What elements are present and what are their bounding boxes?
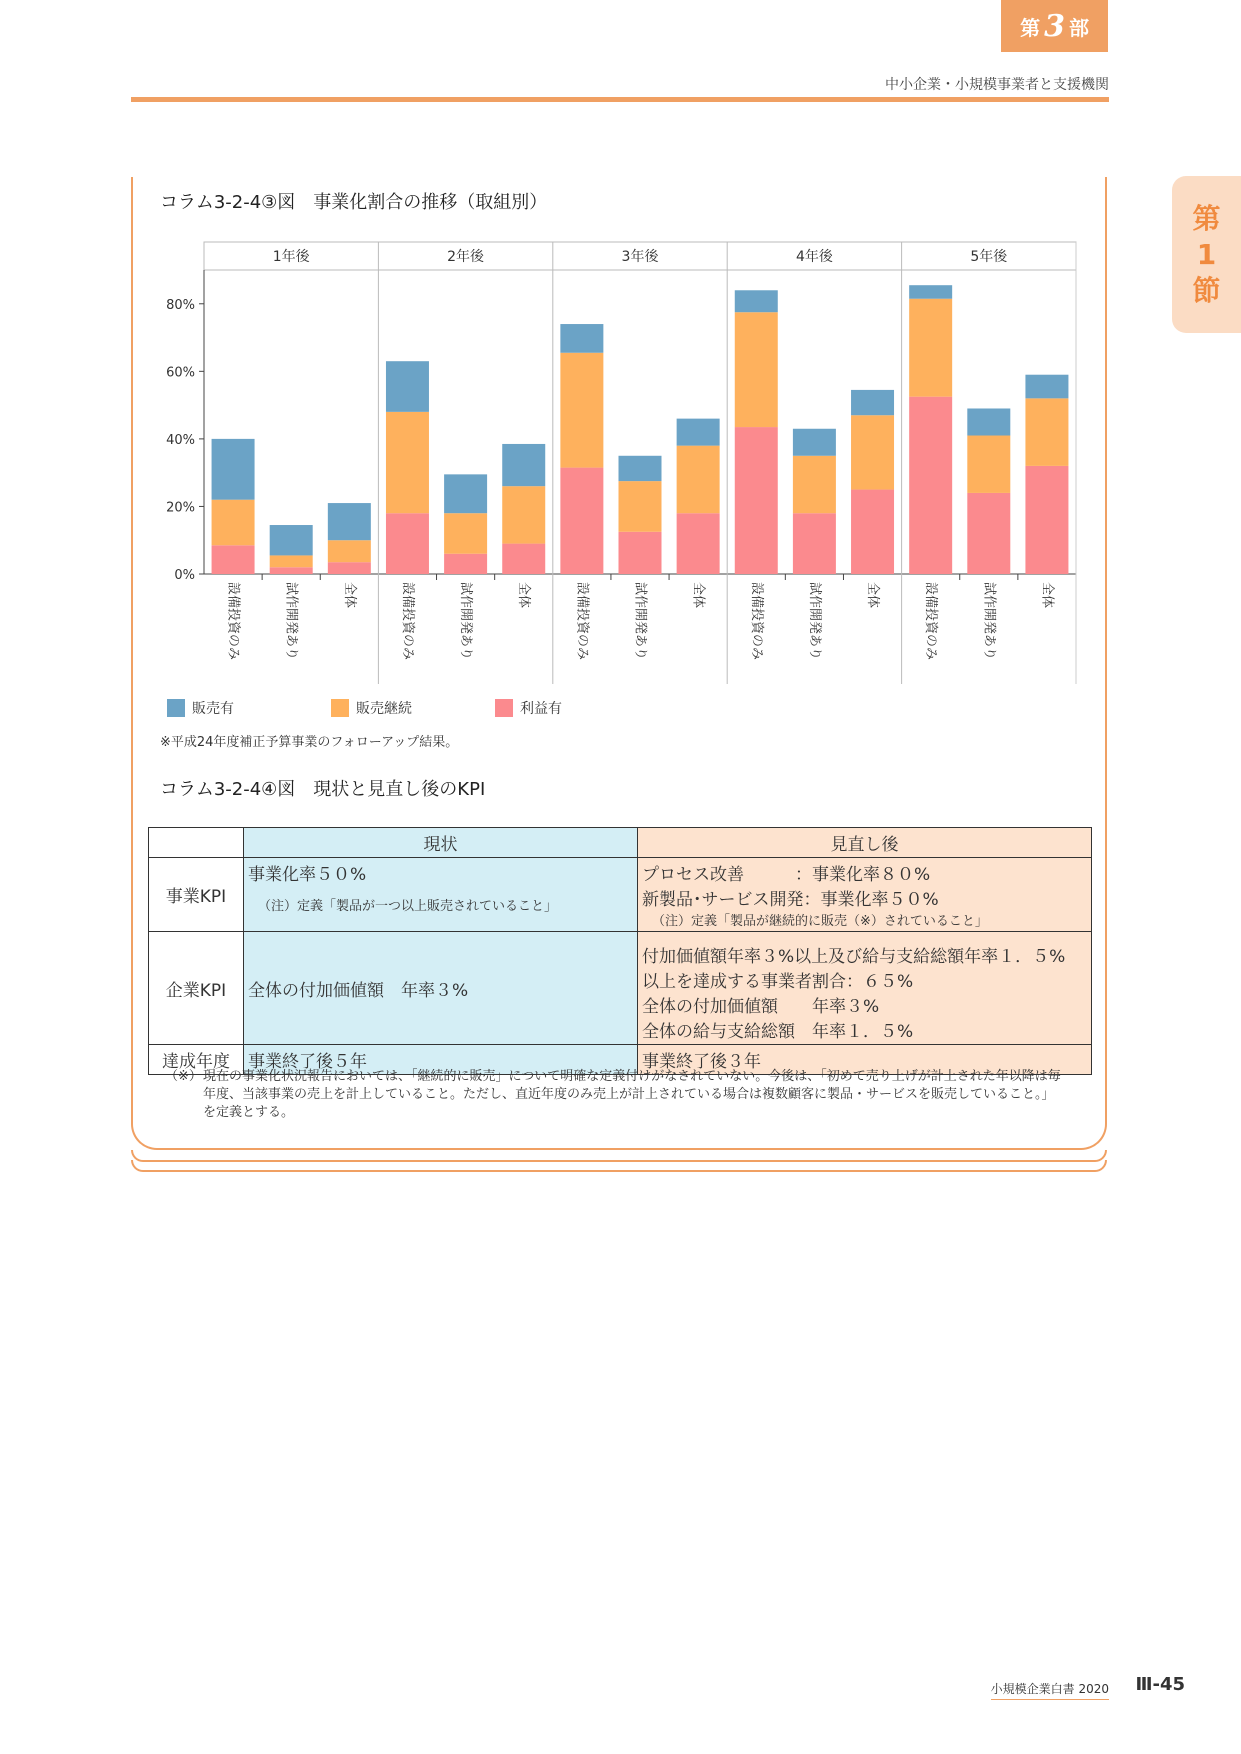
- bar-segment: [212, 500, 255, 546]
- y-tick-label: 20%: [166, 500, 195, 516]
- figure3-title: コラム3-2-4③図 事業化割合の推移（取組別）: [160, 192, 548, 213]
- header-rule: [131, 97, 1109, 102]
- table-corner: [149, 828, 244, 858]
- header-new: 見直し後: [638, 828, 1092, 858]
- page-number: Ⅲ-45: [1135, 1674, 1185, 1695]
- bar-segment: [560, 324, 603, 353]
- bar-segment: [619, 532, 662, 574]
- section-tab-char: 1: [1196, 237, 1217, 271]
- cell-text: 全体の給与支給総額 年率１．５%: [642, 1022, 914, 1042]
- bar-segment: [1025, 375, 1068, 399]
- bar-segment: [619, 456, 662, 481]
- bar-segment: [1025, 398, 1068, 466]
- legend-item-sales: [167, 698, 331, 718]
- y-tick-label: 0%: [174, 568, 195, 583]
- category-label: 設備投資のみ: [923, 582, 939, 661]
- bar-segment: [677, 446, 720, 514]
- category-label: 試作開発あり: [632, 582, 648, 661]
- kpi-table: [148, 827, 1092, 1075]
- bar-segment: [328, 562, 371, 574]
- bar-segment: [909, 299, 952, 397]
- cell-new: [638, 932, 1092, 1045]
- category-label: 全体: [1039, 582, 1055, 609]
- legend-item-continuing: [331, 698, 495, 718]
- cell-text: 事業化率５０%: [248, 865, 367, 885]
- bar-segment: [328, 503, 371, 540]
- header-now: 現状: [244, 828, 638, 858]
- chart-note: ※平成24年度補正予算事業のフォローアップ結果。: [160, 735, 459, 750]
- cell-text: 以上を達成する事業者割合：６５%: [642, 972, 914, 992]
- bar-segment: [444, 513, 487, 554]
- category-label: 設備投資のみ: [399, 582, 415, 661]
- part-prefix: 第: [1020, 15, 1041, 40]
- bar-segment: [967, 493, 1010, 574]
- bar-segment: [677, 419, 720, 446]
- running-head: 中小企業・小規模事業者と支援機関: [885, 77, 1109, 93]
- bar-segment: [386, 412, 429, 513]
- table-row: [149, 932, 1092, 1045]
- category-label: 設備投資のみ: [748, 582, 764, 661]
- bar-segment: [212, 439, 255, 500]
- bar-segment: [502, 544, 545, 574]
- y-tick-label: 40%: [166, 432, 195, 448]
- category-label: 全体: [690, 582, 706, 609]
- cell-new: [638, 858, 1092, 932]
- category-label: 試作開発あり: [283, 582, 299, 661]
- cell-text: 新製品･サービス開発：事業化率５０%: [642, 890, 939, 910]
- panel-header-label: 5年後: [970, 249, 1008, 265]
- y-tick-label: 80%: [166, 297, 195, 313]
- part-number: 3: [1044, 8, 1065, 44]
- panel-header-label: 1年後: [272, 249, 310, 265]
- legend-label: 販売有: [192, 701, 234, 717]
- cell-text: 全体の付加価値額 年率３%: [248, 980, 469, 1001]
- category-label: 全体: [341, 582, 357, 609]
- row-label: 達成年度: [149, 1045, 244, 1075]
- row-label: 事業KPI: [149, 858, 244, 932]
- bar-segment: [735, 290, 778, 312]
- footnote: [165, 1068, 1065, 1122]
- bar-segment: [386, 513, 429, 574]
- table-header-row: [149, 828, 1092, 858]
- section-tab: [1172, 176, 1241, 333]
- bar-segment: [560, 353, 603, 468]
- y-tick-label: 60%: [166, 365, 195, 381]
- bar-segment: [1025, 466, 1068, 574]
- bar-segment: [851, 415, 894, 489]
- legend-swatch: [495, 699, 513, 717]
- cell-note: （注）定義「製品が一つ以上販売されていること」: [258, 899, 558, 914]
- book-title: 小規模企業白書 2020: [991, 1680, 1109, 1700]
- figure4-title: コラム3-2-4④図 現状と見直し後のKPI: [160, 779, 486, 800]
- cell-text: 全体の付加価値額 年率３%: [642, 997, 880, 1017]
- bar-segment: [793, 456, 836, 513]
- category-label: 試作開発あり: [458, 582, 474, 661]
- category-label: 設備投資のみ: [225, 582, 241, 661]
- category-label: 試作開発あり: [981, 582, 997, 661]
- category-label: 全体: [516, 582, 532, 609]
- footnote-text: 現在の事業化状況報告においては、「継続的に販売」について明確な定義付けがなされていない。今後は、「初めて売り上げが計上された年以降は毎年度、当該事業の売上を計上していること。ただし、直近年度のみ売上が計上されている場合は複数顧客に製品・サービスを販売していること。」を定義とする。: [203, 1069, 1061, 1120]
- bar-segment: [560, 468, 603, 574]
- stacked-bar-chart: [140, 228, 1090, 688]
- panel-header-label: 3年後: [621, 249, 659, 265]
- panel-header-label: 2年後: [447, 249, 485, 265]
- bar-segment: [502, 444, 545, 486]
- bar-segment: [619, 481, 662, 532]
- bar-segment: [212, 545, 255, 574]
- bar-segment: [328, 540, 371, 562]
- panel-header-label: 4年後: [795, 249, 833, 265]
- bar-segment: [793, 513, 836, 574]
- cell-now: [244, 858, 638, 932]
- bar-segment: [444, 474, 487, 513]
- legend-label: 販売継続: [356, 701, 412, 717]
- cell-text: 付加価値額年率３%以上及び給与支給総額年率１．５%: [642, 947, 1066, 967]
- chart-legend: [167, 698, 659, 718]
- bar-segment: [967, 436, 1010, 493]
- bar-segment: [386, 361, 429, 412]
- cell-note: （注）定義「製品が継続的に販売（※）されていること」: [652, 914, 988, 929]
- table-row: [149, 858, 1092, 932]
- bar-segment: [270, 567, 313, 574]
- legend-swatch: [167, 699, 185, 717]
- part-suffix: 部: [1068, 15, 1089, 40]
- section-tab-char: 第: [1192, 201, 1221, 235]
- cell-now: [244, 932, 638, 1045]
- footnote-mark: （※）: [165, 1069, 202, 1084]
- bar-segment: [793, 429, 836, 456]
- bar-segment: [735, 312, 778, 427]
- bar-segment: [851, 390, 894, 415]
- bar-segment: [735, 427, 778, 574]
- cell-text: プロセス改善 ：事業化率８０%: [642, 865, 931, 885]
- column-frame-shadow: [131, 1160, 1107, 1172]
- legend-label: 利益有: [520, 701, 562, 717]
- bar-segment: [909, 285, 952, 299]
- bar-segment: [677, 513, 720, 574]
- category-label: 設備投資のみ: [574, 582, 590, 661]
- category-label: 試作開発あり: [806, 582, 822, 661]
- row-label: 企業KPI: [149, 932, 244, 1045]
- bar-segment: [851, 490, 894, 574]
- part-tab: [1001, 0, 1108, 52]
- bar-segment: [502, 486, 545, 543]
- category-label: 全体: [865, 582, 881, 609]
- cell-new: 事業終了後３年: [638, 1045, 1092, 1075]
- bar-segment: [967, 408, 1010, 435]
- bar-segment: [270, 525, 313, 555]
- bar-segment: [270, 555, 313, 567]
- bar-segment: [444, 554, 487, 574]
- legend-item-profit: [495, 698, 659, 718]
- bar-segment: [909, 397, 952, 574]
- legend-swatch: [331, 699, 349, 717]
- section-tab-char: 節: [1192, 273, 1221, 307]
- cell-now: 事業終了後５年: [244, 1045, 638, 1075]
